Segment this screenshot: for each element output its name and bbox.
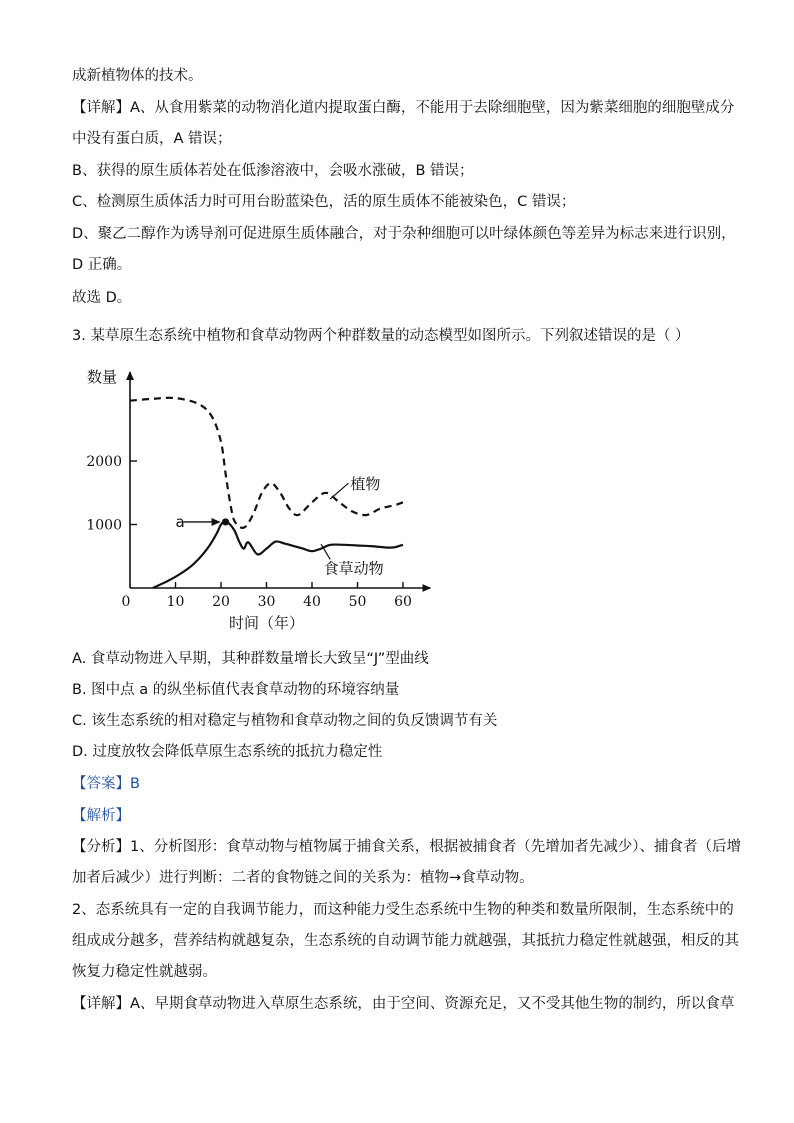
x-tick-label: 40 <box>303 594 321 610</box>
text-line: 【详解】A、从食用紫菜的动物消化道内提取蛋白酶，不能用于去除细胞壁，因为紫菜细胞的细胞壁成分 <box>72 100 735 116</box>
text-line: 【详解】A、早期食草动物进入草原生态系统，由于空间、资源充足，又不受其他生物的制约，所以食草 <box>72 996 735 1012</box>
population-chart <box>60 358 440 638</box>
text-line: B、获得的原生质体若处在低渗溶液中，会吸水涨破，B 错误； <box>72 163 474 179</box>
point-a-label: a <box>175 512 185 531</box>
x-tick-label: 10 <box>166 594 185 610</box>
x-tick-label: 60 <box>394 594 412 610</box>
x-tick-label: 0 <box>121 594 131 610</box>
text-line: 加者后减少）进行判断：二者的食物链之间的关系为：植物→食草动物。 <box>72 870 534 886</box>
text-line: 成新植物体的技术。 <box>72 68 203 84</box>
text-line: 恢复力稳定性就越弱。 <box>72 964 217 980</box>
text-line: C、检测原生质体活力时可用台盼蓝染色，活的原生质体不能被染色，C 错误； <box>72 194 576 210</box>
y-tick-label: 1000 <box>86 517 122 534</box>
chart-svg <box>60 358 440 638</box>
text-line: D 正确。 <box>72 257 132 273</box>
text-line: 组成成分越多，营养结构就越复杂，生态系统的自动调节能力就越强，其抵抗力稳定性就越强，相反的其 <box>72 933 739 949</box>
text-line: 中没有蛋白质，A 错误； <box>72 131 232 147</box>
text-line: 故选 D。 <box>72 290 132 306</box>
text-line: 【分析】1、分析图形：食草动物与植物属于捕食关系，根据被捕食者（先增加者先减少）、捕食者（后增 <box>72 839 741 855</box>
option-c: C. 该生态系统的相对稳定与植物和食草动物之间的负反馈调节有关 <box>72 713 498 729</box>
point-a-marker <box>222 518 229 525</box>
series-herbivore-label: 食草动物 <box>323 559 384 578</box>
question-stem: 3. 某草原生态系统中植物和食草动物两个种群数量的动态模型如图所示。下列叙述错误的是（ ） <box>72 328 690 344</box>
plant-leader-line <box>330 483 348 499</box>
text-line: D、聚乙二醇作为诱导剂可促进原生质体融合，对于杂种细胞可以叶绿体颜色等差异为标志来进行识别， <box>72 226 736 242</box>
y-tick-label: 2000 <box>86 454 122 470</box>
option-d: D. 过度放牧会降低草原生态系统的抵抗力稳定性 <box>72 744 383 760</box>
x-tick-label: 30 <box>257 594 276 610</box>
analysis-label: 【解析】 <box>72 808 130 824</box>
x-tick-label: 50 <box>348 594 367 610</box>
x-tick-label: 20 <box>212 594 230 610</box>
x-axis-title: 时间（年） <box>228 614 305 632</box>
series-plant-line <box>130 398 403 528</box>
series-plant-label: 植物 <box>350 474 381 493</box>
option-b: B. 图中点 a 的纵坐标值代表食草动物的环境容纳量 <box>72 682 400 698</box>
option-a: A. 食草动物进入早期，其种群数量增长大致呈“J”型曲线 <box>72 651 429 667</box>
answer-label: 【答案】B <box>72 776 140 792</box>
text-line: 2、态系统具有一定的自我调节能力，而这种能力受生态系统中生物的种类和数量所限制，生态系统中的 <box>72 902 734 918</box>
series-herbivore-line <box>153 521 403 588</box>
y-axis-title: 数量 <box>86 368 118 386</box>
